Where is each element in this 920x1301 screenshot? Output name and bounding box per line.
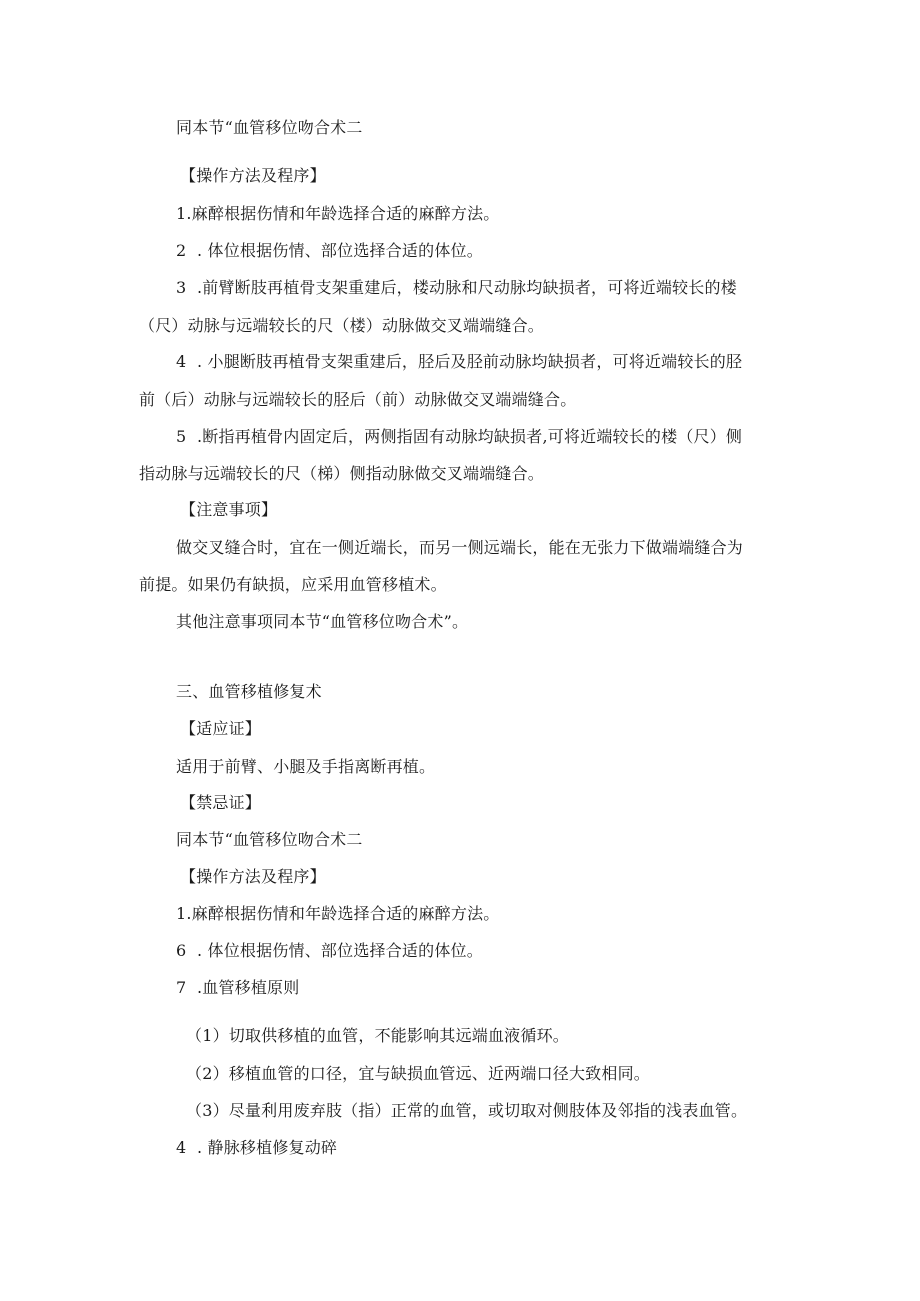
text-line: 1.麻醉根据伤情和年龄选择合适的麻醉方法。: [176, 204, 500, 223]
section-title: 三、血管移植修复术: [176, 682, 322, 701]
text-line: 同本节“血管移位吻合术二: [176, 118, 363, 137]
text-line: 3 .前臂断肢再植骨支架重建后，楼动脉和尺动脉均缺损者，可将近端较长的楼: [176, 278, 737, 297]
text-line: 其他注意事项同本节“血管移位吻合术”。: [176, 612, 469, 631]
section-heading: 【适应证】: [180, 719, 262, 738]
text-line: （尺）动脉与远端较长的尺（楼）动脉做交叉端端缝合。: [139, 316, 545, 335]
section-heading: 【操作方法及程序】: [180, 867, 326, 886]
text-line: 1.麻醉根据伤情和年龄选择合适的麻醉方法。: [176, 904, 500, 923]
text-line: 同本节“血管移位吻合术二: [176, 830, 363, 849]
list-item: （3）尽量利用废弃肢（指）正常的血管，或切取对侧肢体及邻指的浅表血管。: [186, 1101, 748, 1120]
text-line: 指动脉与远端较长的尺（梯）侧指动脉做交叉端端缝合。: [139, 464, 545, 483]
text-line: 适用于前臂、小腿及手指离断再植。: [176, 757, 436, 776]
text-line: 5 .断指再植骨内固定后，两侧指固有动脉均缺损者,可将近端较长的楼（尺）侧: [176, 427, 743, 446]
text-line: 前（后）动脉与远端较长的胫后（前）动脉做交叉端端缝合。: [139, 390, 577, 409]
text-line: 7 .血管移植原则: [176, 978, 300, 997]
section-heading: 【操作方法及程序】: [180, 166, 326, 185]
list-item: （2）移植血管的口径，宜与缺损血管远、近两端口径大致相同。: [186, 1064, 650, 1083]
text-line: 4 . 静脉移植修复动碎: [176, 1138, 338, 1157]
text-line: 做交叉缝合时，宜在一侧近端长，而另一侧远端长，能在无张力下做端端缝合为: [176, 538, 744, 557]
text-line: 2 . 体位根据伤情、部位选择合适的体位。: [176, 241, 483, 260]
list-item: （1）切取供移植的血管，不能影响其远端血液循环。: [186, 1026, 569, 1045]
text-line: 前提。如果仍有缺损，应采用血管移植术。: [139, 575, 447, 594]
section-heading: 【注意事项】: [180, 500, 278, 519]
text-line: 6 . 体位根据伤情、部位选择合适的体位。: [176, 941, 483, 960]
section-heading: 【禁忌证】: [180, 793, 262, 812]
text-line: 4 . 小腿断肢再植骨支架重建后，胫后及胫前动脉均缺损者，可将近端较长的胫: [176, 352, 743, 371]
